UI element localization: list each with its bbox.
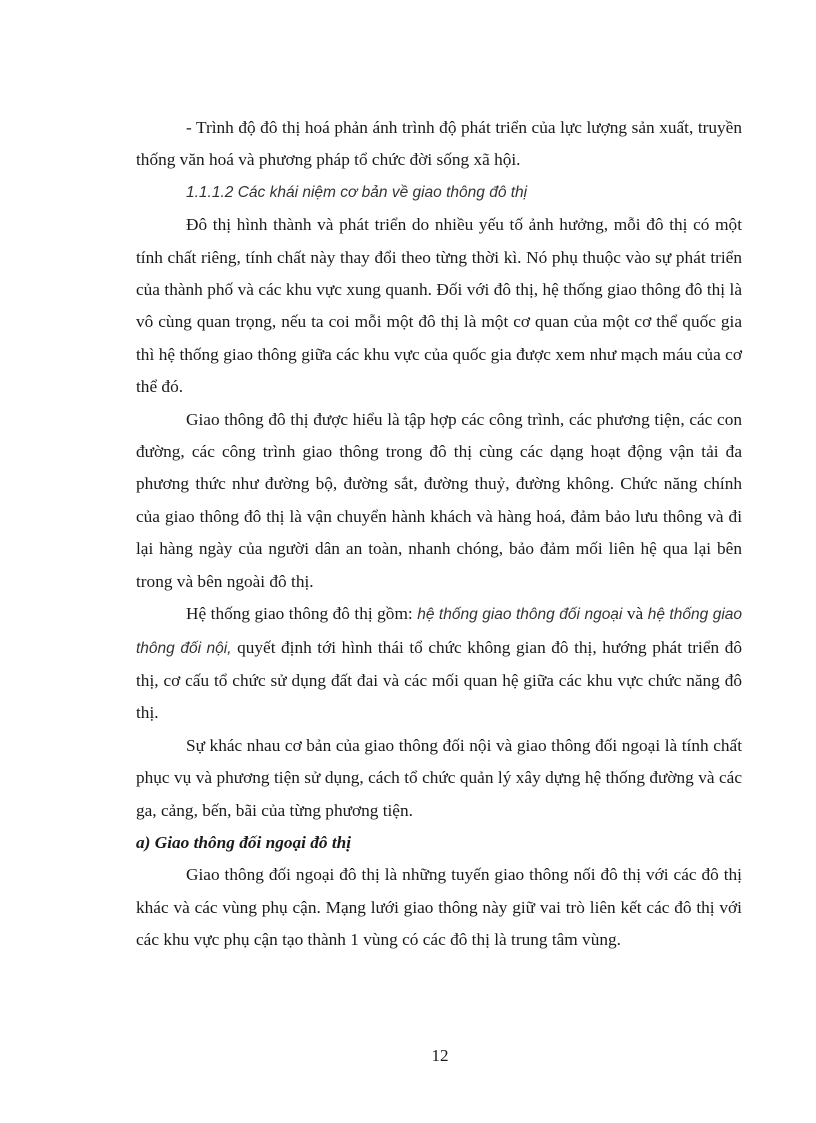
- page-number: 12: [431, 1046, 449, 1065]
- paragraph-urbanization-level: - Trình độ đô thị hoá phản ánh trình độ phát triển của lực lượng sản xuất, truyền thống văn hoá và phương pháp tổ chức đời sống xã hội.: [136, 118, 742, 170]
- text-run: quyết định tới hình thái tổ chức không gian đô thị, hướng phát triển đô thị, cơ cấu tổ chức sử dụng đất đai và các mối quan hệ giữa các khu vực chức năng đô thị.: [136, 637, 742, 723]
- document-page: [136, 112, 742, 957]
- paragraph-external-transport: Giao thông đối ngoại đô thị là những tuyến giao thông nối đô thị với các đô thị khác và các vùng phụ cận. Mạng lưới giao thông này giữ vai trò liên kết các đô thị với các khu vực phụ cận tạo thành 1 vùng có các đô thị là trung tâm vùng.: [136, 865, 742, 950]
- emphasis-internal-transport: hệ thống giao thông đối nội,: [136, 606, 743, 657]
- section-heading-1-1-1-2: 1.1.1.2 Các khái niệm cơ bản về giao thông đô thị: [186, 183, 528, 201]
- section-heading-a: a) Giao thông đối ngoại đô thị: [136, 832, 352, 852]
- text-run: và: [622, 604, 648, 624]
- paragraph-urban-transport-definition: Giao thông đô thị được hiểu là tập hợp các công trình, các phương tiện, các con đường, các công trình giao thông trong đô thị cùng các dạng hoạt động vận tải đa phương thức như đường bộ, đường sắt, đường thuỷ, đường không. Chức năng chính của giao thông đô thị là vận chuyển hành khách và hàng hoá, đảm bảo lưu thông và đi lại hàng ngày của người dân an toàn, nhanh chóng, bảo đảm mối liên hệ qua lại bên trong và bên ngoài đô thị.: [136, 409, 742, 591]
- paragraph-transport-system-composition: [136, 598, 742, 730]
- emphasis-external-transport: hệ thống giao thông đối ngoại: [417, 606, 623, 624]
- paragraph-basic-difference: Sự khác nhau cơ bản của giao thông đối nội và giao thông đối ngoại là tính chất phục vụ và phương tiện sử dụng, cách tổ chức quản lý xây dựng hệ thống đường và các ga, cảng, bến, bãi của từng phương tiện.: [136, 735, 742, 820]
- paragraph-urban-formation: Đô thị hình thành và phát triển do nhiều yếu tố ảnh hưởng, mỗi đô thị có một tính chất riêng, tính chất này thay đổi theo từng thời kì. Nó phụ thuộc vào sự phát triển của thành phố và các khu vực xung quanh. Đối với đô thị, hệ thống giao thông đô thị là vô cùng quan trọng, nếu ta coi mỗi một đô thị là một cơ quan của một cơ thể quốc gia thì hệ thống giao thông giữa các khu vực của quốc gia được xem như mạch máu của cơ thể đó.: [136, 215, 742, 397]
- text-run: Hệ thống giao thông đô thị gồm:: [186, 604, 418, 624]
